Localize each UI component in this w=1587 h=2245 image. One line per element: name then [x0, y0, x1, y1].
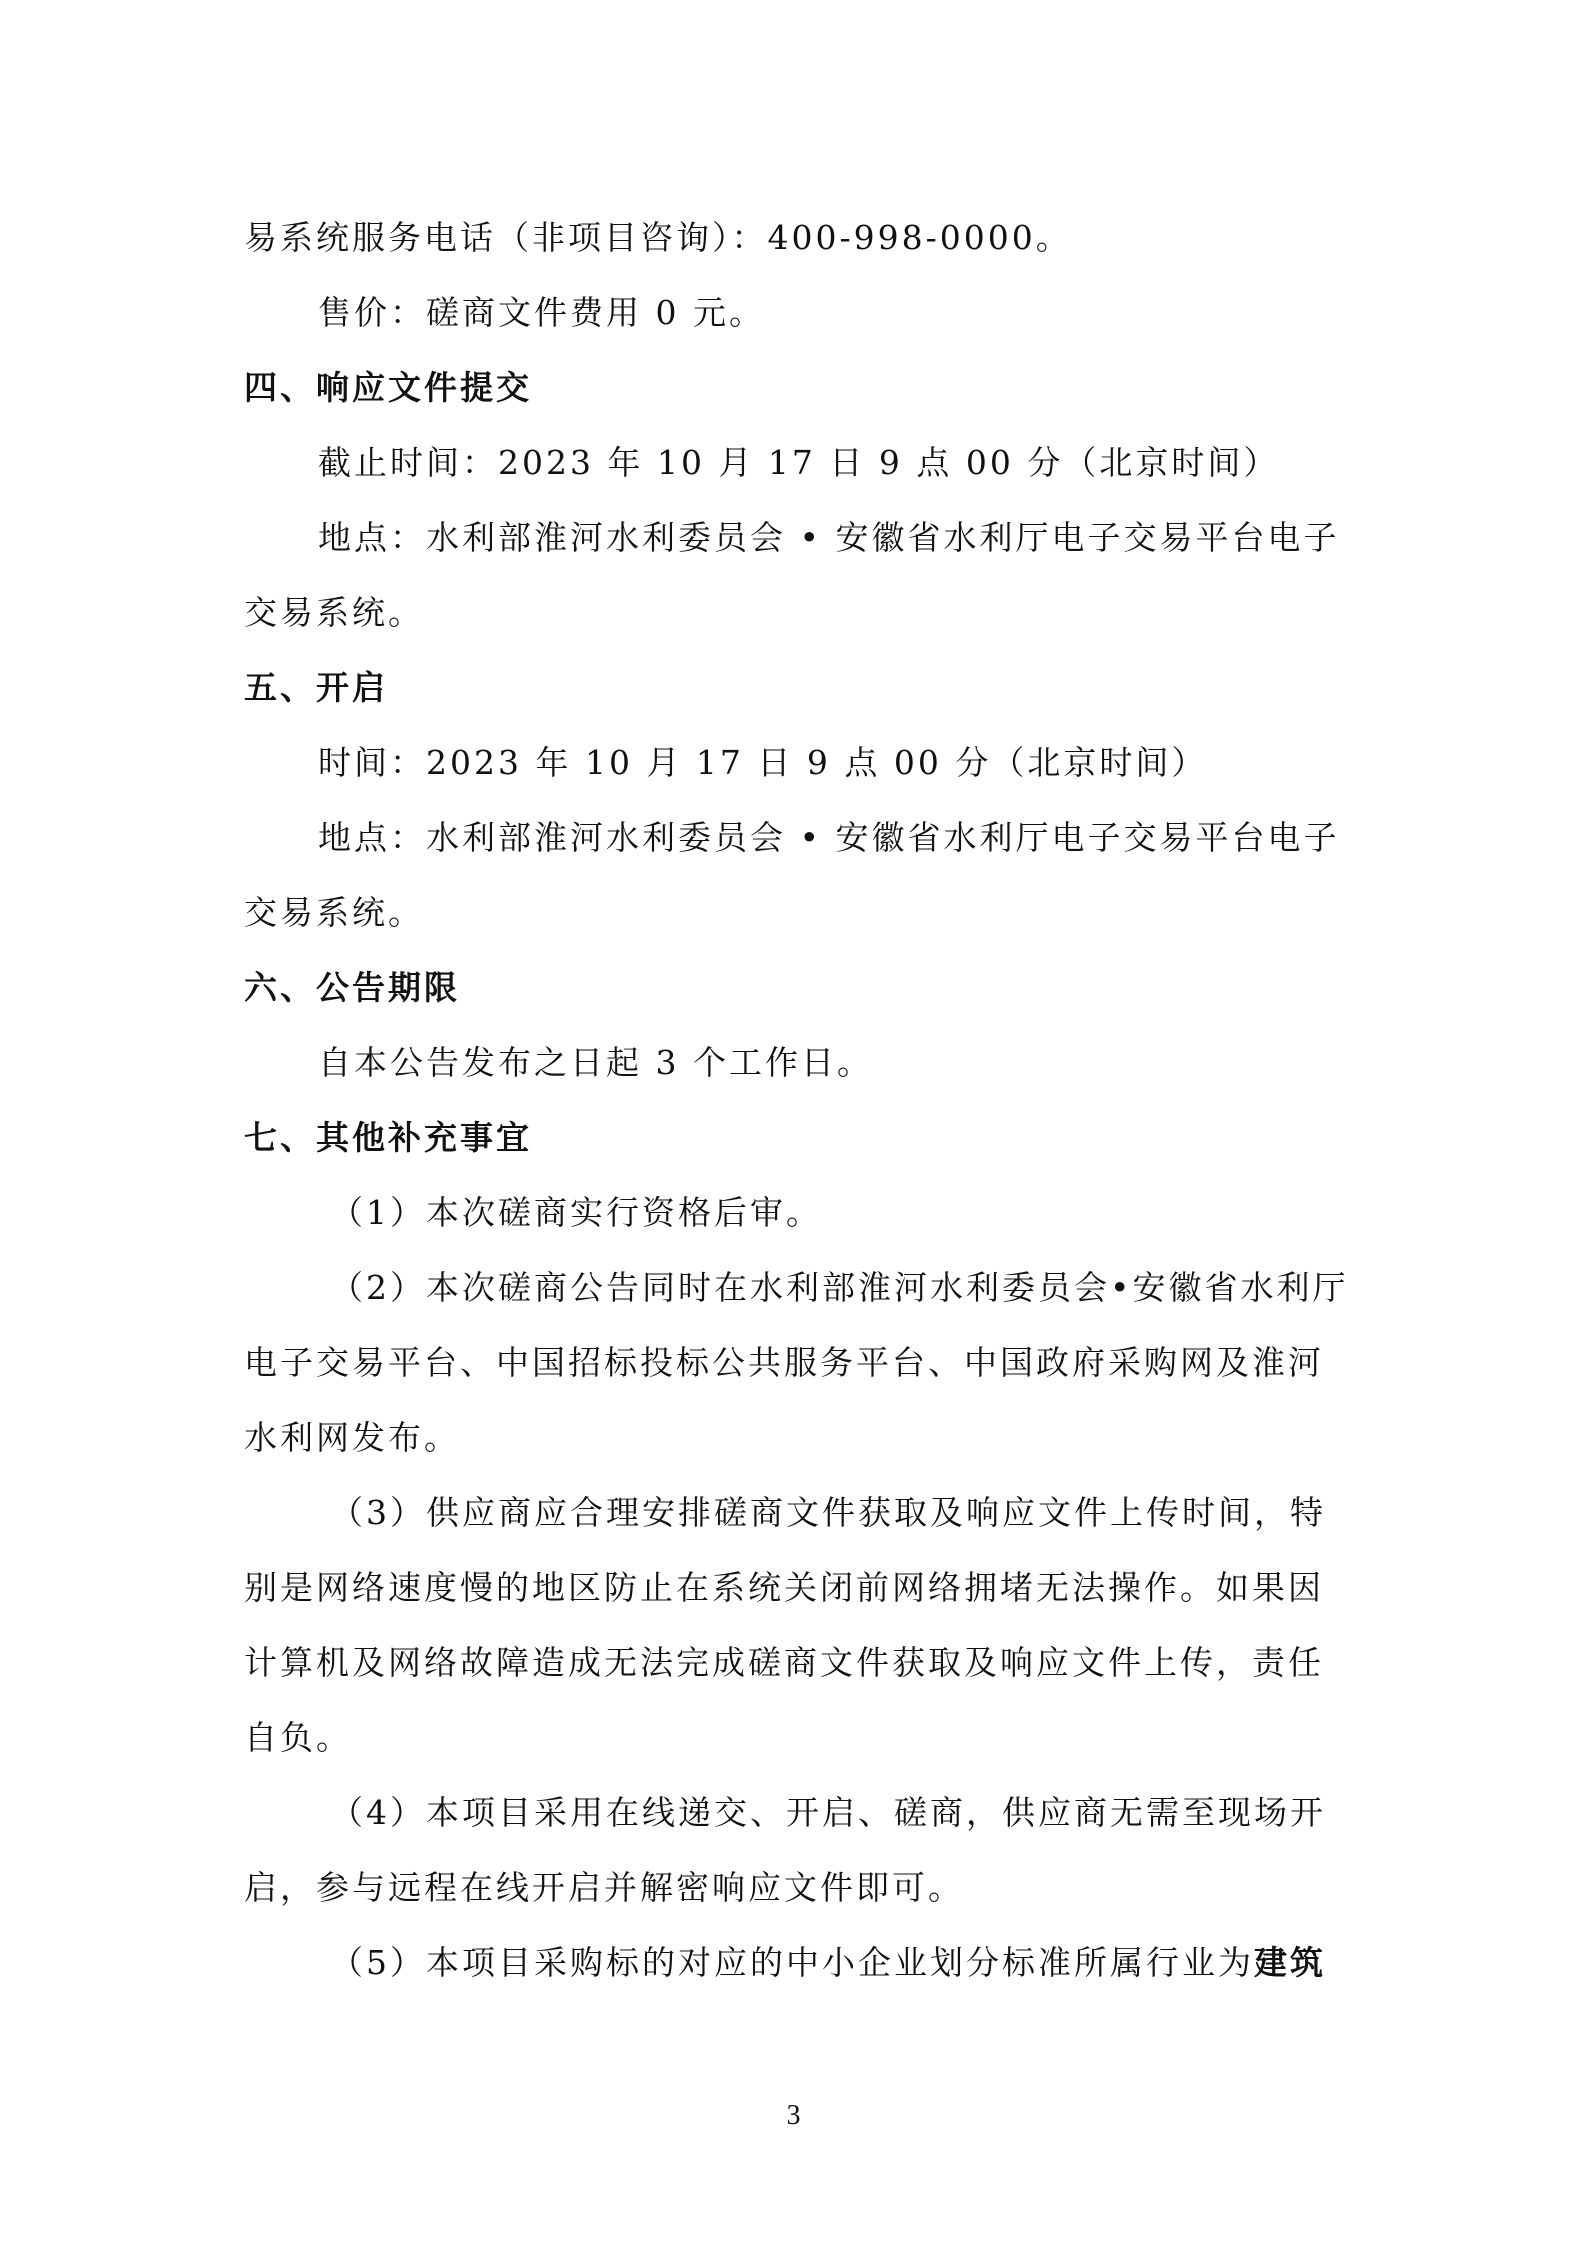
price-line: 售价：磋商文件费用 0 元。 — [318, 293, 765, 332]
section-7-heading: 七、其他补充事宜 — [244, 1118, 532, 1157]
page-number: 3 — [786, 2100, 801, 2131]
s4-location-line-2: 交易系统。 — [244, 593, 424, 632]
section-4-heading: 四、响应文件提交 — [244, 368, 532, 407]
item-4-line-2: 启，参与远程在线开启并解密响应文件即可。 — [244, 1868, 964, 1907]
item-4-line-1: （4）本项目采用在线递交、开启、磋商，供应商无需至现场开 — [330, 1793, 1326, 1832]
item-2-line-3: 水利网发布。 — [244, 1418, 460, 1457]
s4-location-line-1: 地点：水利部淮河水利委员会 • 安徽省水利厅电子交易平台电子 — [318, 518, 1340, 557]
item-5-line-1-text: （5）本项目采购标的对应的中小企业划分标准所属行业为 — [330, 1943, 1254, 1982]
item-3-line-3: 计算机及网络故障造成无法完成磋商文件获取及响应文件上传，责任 — [244, 1643, 1324, 1682]
item-5-line-1-bold: 建筑 — [1254, 1943, 1326, 1982]
s5-location-line-1: 地点：水利部淮河水利委员会 • 安徽省水利厅电子交易平台电子 — [318, 818, 1340, 857]
item-2-line-2: 电子交易平台、中国招标投标公共服务平台、中国政府采购网及淮河 — [244, 1343, 1324, 1382]
opening-time-line: 时间：2023 年 10 月 17 日 9 点 00 分（北京时间） — [318, 743, 1208, 782]
item-3-line-4: 自负。 — [244, 1718, 352, 1757]
section-5-heading: 五、开启 — [244, 668, 388, 707]
item-2-line-1: （2）本次磋商公告同时在水利部淮河水利委员会•安徽省水利厅 — [330, 1268, 1349, 1307]
phone-line: 易系统服务电话（非项目咨询）：400-998-0000。 — [244, 218, 1072, 257]
item-1-line: （1）本次磋商实行资格后审。 — [330, 1193, 822, 1232]
item-3-line-1: （3）供应商应合理安排磋商文件获取及响应文件上传时间，特 — [330, 1493, 1326, 1532]
section-6-heading: 六、公告期限 — [244, 968, 460, 1007]
item-5-line-1 — [330, 1941, 1326, 1985]
s5-location-line-2: 交易系统。 — [244, 893, 424, 932]
notice-period-line: 自本公告发布之日起 3 个工作日。 — [318, 1043, 873, 1082]
item-3-line-2: 别是网络速度慢的地区防止在系统关闭前网络拥堵无法操作。如果因 — [244, 1568, 1324, 1607]
deadline-line: 截止时间：2023 年 10 月 17 日 9 点 00 分（北京时间） — [318, 443, 1280, 482]
